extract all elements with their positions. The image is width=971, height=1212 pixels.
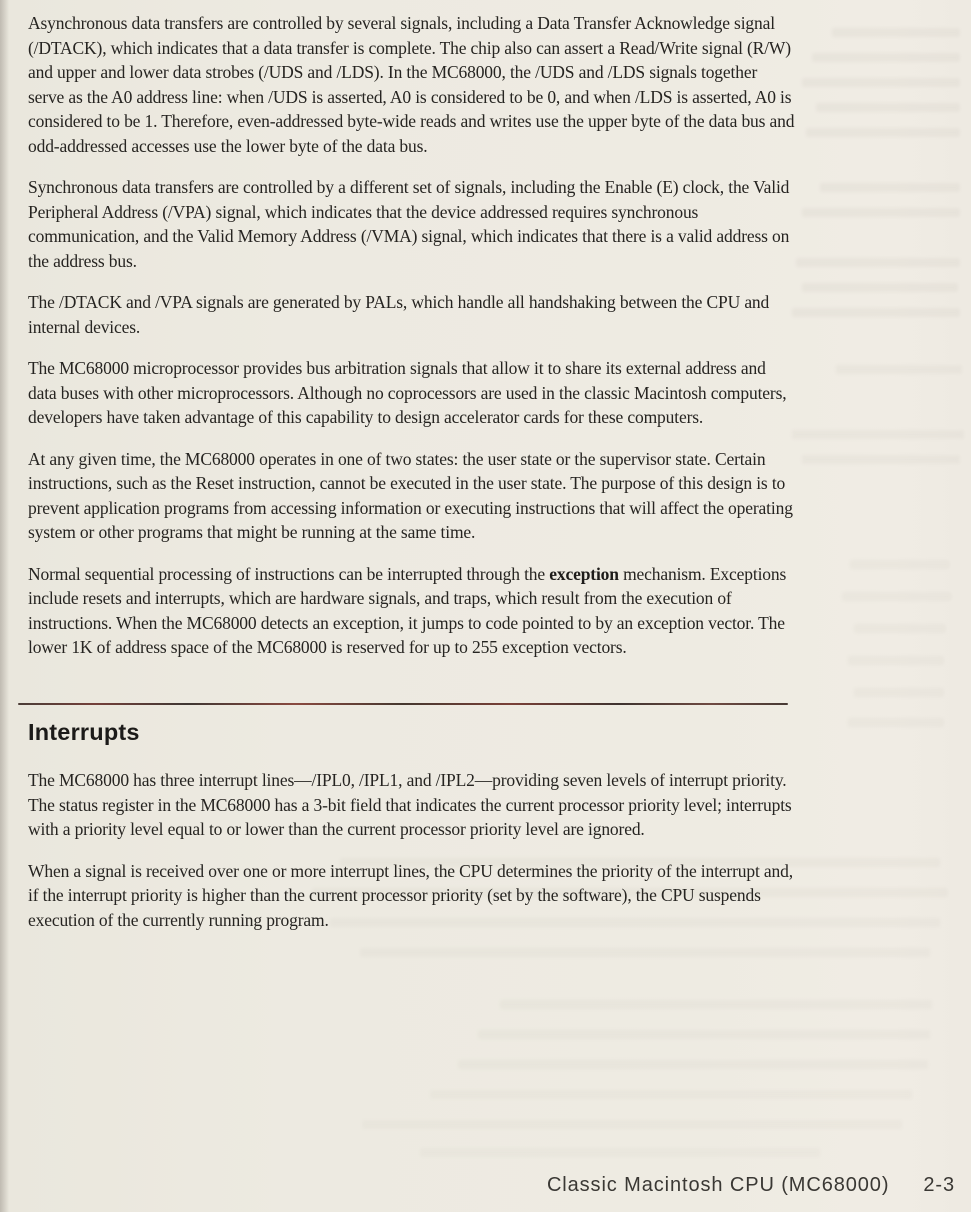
paragraph-bus-arbitration: The MC68000 microprocessor provides bus arbitration signals that allow it to share its external address and data buses with other microprocessors. Although no coprocessors are used in the classic Macintosh computers, developers have taken advantage of this capability to design accelerator cards for these computers. <box>28 358 787 427</box>
exception-paragraph-rest: mechanism. Exceptions include resets and interrupts, which are hardware signals, and traps, which result from the execution of instructions. When the MC68000 detects an exception, it jumps to code pointed to by an exception vector. The lower 1K of address space of the MC68000 is reserved for up to 255 exception vectors. <box>28 563 787 657</box>
exception-paragraph-lead: Normal sequential processing of instructions can be interrupted through the <box>28 563 550 584</box>
running-footer-title: Classic Macintosh CPU (MC68000) <box>546 1174 890 1196</box>
page-edge-shadow <box>0 0 9 1212</box>
paragraph-user-supervisor-states: At any given time, the MC68000 operates in one of two states: the user state or the supervisor state. Certain instructions, such as the Reset instruction, cannot be executed in the user state. The purpose of this design is to prevent application programs from accessing information or executing instructions that will affect the operating system or other programs that might be running at the same time. <box>28 448 793 542</box>
paragraph-sync-transfers: Synchronous data transfers are controlled by a different set of signals, including the Enable (E) clock, the Valid Peripheral Address (/VPA) signal, which indicates that the device addressed requires synchronous communication, and the Valid Memory Address (/VMA) signal, which indicates that there is a valid address on the address bus. <box>28 177 790 271</box>
paragraph-async-transfers: Asynchronous data transfers are controlled by several signals, including a Data Transfer Acknowledge signal (/DTACK), which indicates that a data transfer is complete. The chip also can assert a Read/Write signal (R/W) and upper and lower data strobes (/UDS and /LDS). In the MC68000, the /UDS and /LDS signals together serve as the A0 address line: when /UDS is asserted, A0 is considered to be 0, and when /LDS is asserted, A0 is considered to be 1. Therefore, even-addressed byte-wide reads and writes use the upper byte of the data bus and odd-addressed accesses use the lower byte of the data bus. <box>28 13 795 156</box>
paragraph-exception-mechanism <box>28 562 796 660</box>
page-number: 2-3 <box>923 1174 955 1196</box>
section-divider-rule <box>18 703 788 706</box>
paragraph-interrupt-priority-handling: When a signal is received over one or more interrupt lines, the CPU determines the priority of the interrupt and, if the interrupt priority is higher than the current processor priority (set by the software), the CPU suspends execution of the currently running program. <box>28 860 793 930</box>
paragraph-interrupt-lines: The MC68000 has three interrupt lines—/IPL0, /IPL1, and /IPL2—providing seven levels of interrupt priority. The status register in the MC68000 has a 3-bit field that indicates the current processor priority level; interrupts with a priority level equal to or lower than the current processor priority level are ignored. <box>28 770 792 839</box>
page-footer <box>547 1174 955 1197</box>
paragraph-dtack-vpa-pals: The /DTACK and /VPA signals are generated by PALs, which handle all handshaking between the CPU and internal devices. <box>28 292 770 337</box>
page-body <box>28 11 796 949</box>
section-heading-interrupts: Interrupts <box>28 719 140 745</box>
bold-term-exception: exception <box>549 563 619 584</box>
